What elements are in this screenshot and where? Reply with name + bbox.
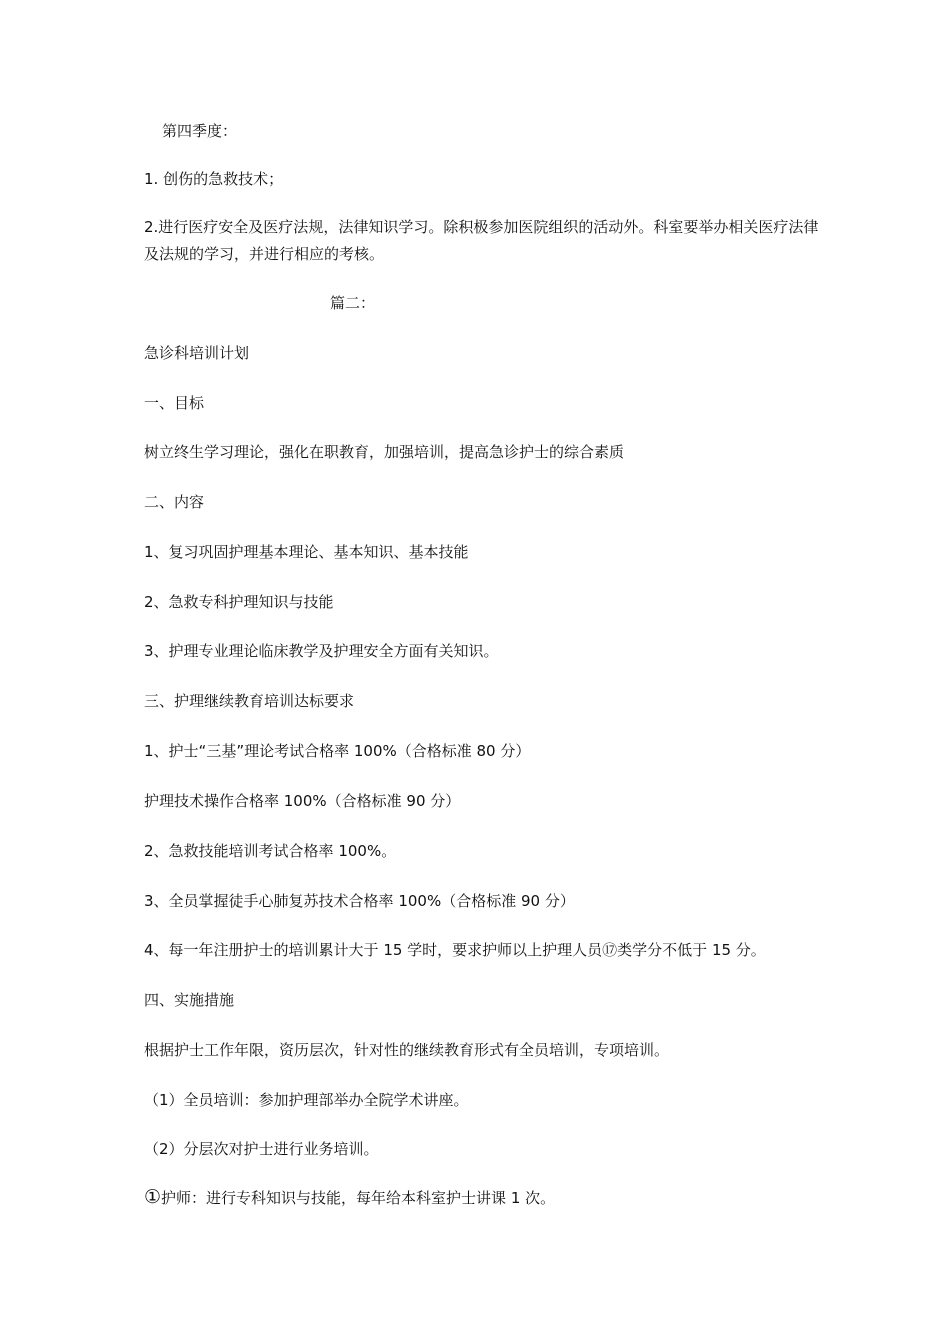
section2-title: 二、内容 — [144, 493, 205, 511]
section4-title: 四、实施措施 — [144, 991, 235, 1009]
measure-2-sub-1 — [144, 1186, 824, 1209]
quarter4-heading: 第四季度： — [162, 122, 238, 140]
requirement-item: 4、每一年注册护士的培训累计大于 15 学时，要求护师以上护理人员⑰类学分不低于 15 分。 — [144, 941, 766, 959]
circled-number-marker: ① — [144, 1186, 162, 1208]
q4-item-1: 1. 创伤的急救技术； — [144, 170, 284, 188]
section1-text: 树立终生学习理论，强化在职教育，加强培训，提高急诊护士的综合素质 — [144, 443, 625, 461]
measure-2: （2）分层次对护士进行业务培训。 — [144, 1140, 379, 1158]
plan-title: 急诊科培训计划 — [144, 344, 250, 362]
part2-heading: 篇二： — [330, 294, 376, 312]
requirement-item: 2、急救技能培训考试合格率 100%。 — [144, 842, 397, 860]
measure-1: （1）全员培训：参加护理部举办全院学术讲座。 — [144, 1091, 469, 1109]
requirement-item: 3、全员掌握徒手心肺复苏技术合格率 100%（合格标准 90 分） — [144, 892, 575, 910]
content-item: 2、急救专科护理知识与技能 — [144, 593, 334, 611]
section1-title: 一、目标 — [144, 394, 205, 412]
requirement-item: 1、护士“三基”理论考试合格率 100%（合格标准 80 分） — [144, 742, 531, 760]
section4-intro: 根据护士工作年限，资历层次，针对性的继续教育形式有全员培训，专项培训。 — [144, 1041, 670, 1059]
measure-2-sub-1-text: 护师：进行专科知识与技能，每年给本科室护士讲课 1 次。 — [161, 1189, 556, 1207]
content-item: 1、复习巩固护理基本理论、基本知识、基本技能 — [144, 543, 469, 561]
section3-title: 三、护理继续教育培训达标要求 — [144, 692, 355, 710]
requirement-item: 护理技术操作合格率 100%（合格标准 90 分） — [144, 792, 461, 810]
content-item: 3、护理专业理论临床教学及护理安全方面有关知识。 — [144, 642, 499, 660]
q4-item-2: 2.进行医疗安全及医疗法规，法律知识学习。除积极参加医院组织的活动外。科室要举办相关医疗法律及法规的学习，并进行相应的考核。 — [144, 218, 819, 263]
